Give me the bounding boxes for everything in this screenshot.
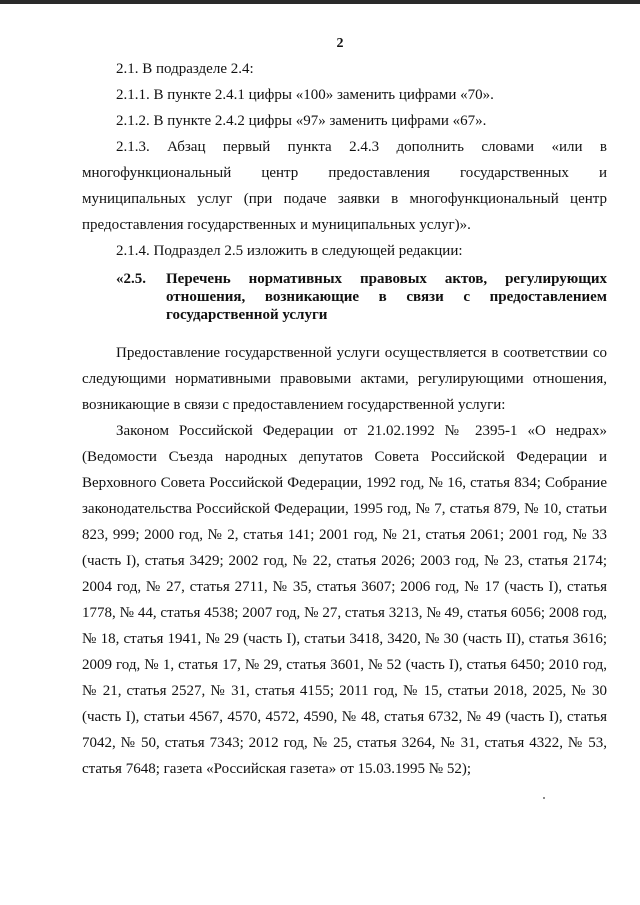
paragraph-2-1-2: 2.1.2. В пункте 2.4.2 цифры «97» заменить цифрами «67». bbox=[116, 113, 487, 129]
scan-speck bbox=[543, 797, 545, 799]
body-paragraph-law-citation: Законом Российской Федерации от 21.02.1992 № 2395-1 «О недрах» (Ведомости Съезда народных депутатов Совета Российской Федерации и Верховного Совета Российской Федерации, 1992 год, № 16, статья 834; Собрание законодательства Российской Федерации, 1995 год, № 7, статья 879, № 10, статьи 823, 999; 2000 год, № 2, статья 141; 2001 год, № 21, статья 2061; 2001 год, № 33 (часть I), статья 3429; 2002 год, № 22, статья 2026; 2003 год, № 23, статья 2174; 2004 год, № 27, статья 2711, № 35, статья 3607; 2006 год, № 17 (часть I), статья 1778, № 44, статья 4538; 2007 год, № 27, статья 3213, № 49, статья 6056; 2008 год, № 18, статья 1941, № 29 (часть I), статьи 3418, 3420, № 30 (часть II), статья 3616; 2009 год, № 1, статья 17, № 29, статья 3601, № 52 (часть I), статья 6450; 2010 год, № 21, статья 2527, № 31, статья 4155; 2011 год, № 15, статьи 2018, 2025, № 30 (часть I), статьи 4567, 4570, 4572, 4590, № 48, статья 6732, № 49 (часть I), статья 7042, № 50, статья 7343; 2012 год, № 25, статья 3264, № 31, статья 4322, № 53, статья 7648; газета «Российская газета» от 15.03.1995 № 52); bbox=[82, 423, 607, 777]
section-title: Перечень нормативных правовых актов, регулирующих отношения, возникающие в связи с предоставлением государственной услуги bbox=[166, 271, 607, 323]
paragraph-2-1: 2.1. В подразделе 2.4: bbox=[116, 61, 254, 77]
top-border-rule bbox=[0, 0, 640, 4]
body-paragraph-intro: Предоставление государственной услуги осуществляется в соответствии со следующими нормативными правовыми актами, регулирующими отношения, возникающие в связи с предоставлением государственной услуги: bbox=[82, 345, 607, 413]
section-heading-2-5 bbox=[82, 270, 607, 324]
document-body bbox=[82, 56, 607, 782]
paragraph-2-1-3: 2.1.3. Абзац первый пункта 2.4.3 дополнить словами «или в многофункциональный центр предоставления государственных и муниципальных услуг (при подаче заявки в многофункциональный центр предоставления государственных и муниципальных услуг)». bbox=[82, 139, 607, 233]
section-number: «2.5. bbox=[116, 271, 146, 287]
paragraph-2-1-4: 2.1.4. Подраздел 2.5 изложить в следующей редакции: bbox=[116, 243, 463, 259]
paragraph-2-1-1: 2.1.1. В пункте 2.4.1 цифры «100» заменить цифрами «70». bbox=[116, 87, 494, 103]
page-number: 2 bbox=[336, 36, 344, 51]
